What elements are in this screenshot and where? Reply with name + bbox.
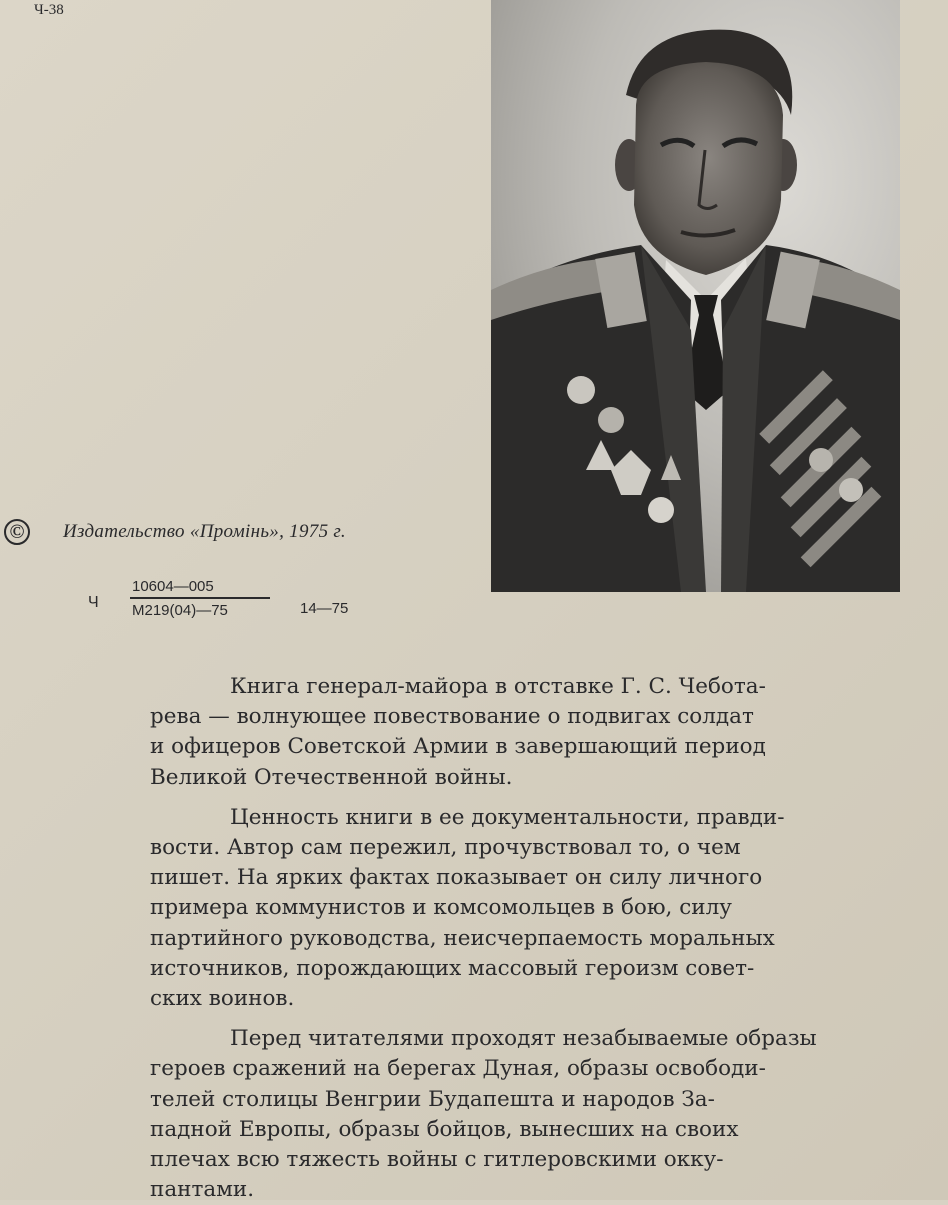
portrait-photo [491,0,900,592]
page-signature-code: Ч-38 [34,2,64,18]
annotation-paragraph-3 [150,1024,920,1205]
text-line: Перед читателями проходят незабываемые образы [230,1026,817,1052]
text-line: падной Европы, образы бойцов, вынесших на своих [150,1116,739,1142]
text-line: партийного руководства, неисчерпаемость моральных [150,925,775,951]
text-line: примера коммунистов и комсомольцев в бою, силу [150,895,732,921]
publisher-text: Издательство «Промінь», 1975 г. [63,521,346,542]
copyright-icon: © [4,519,30,545]
text-line: героев сражений на берегах Дуная, образы освободи- [150,1056,766,1082]
text-line: источников, порождающих массовый героизм совет- [150,955,755,981]
text-line: и офицеров Советской Армии в завершающий период [150,734,766,760]
text-line: плечах всю тяжесть войны с гитлеровскими окку- [150,1147,724,1173]
text-line: вости. Автор сам пережил, прочувствовал то, о чем [150,835,741,861]
portrait-illustration [491,0,900,592]
text-line: пишет. На ярких фактах показывает он силу личного [150,865,763,891]
annotation-text [150,672,920,1205]
catalog-numerator: 10604—005 [132,578,214,595]
text-line: Книга генерал-майора в отставке Г. С. Чебота- [230,674,766,699]
annotation-paragraph-1 [150,672,920,793]
annotation-paragraph-2 [150,803,920,1014]
copyright-line [4,519,346,545]
text-line: телей столицы Венгрии Будапешта и народов За- [150,1086,715,1112]
index-letter: Ч [88,594,99,611]
text-line: рева — волнующее повествование о подвигах солдат [150,704,754,730]
fraction-divider [130,597,270,599]
text-line: Ценность книги в ее документальности, правди- [230,804,785,830]
text-line: Великой Отечественной войны. [150,764,513,790]
catalog-index-fraction [130,578,270,619]
text-line: пантами. [150,1177,255,1203]
text-line: ских воинов. [150,986,295,1012]
catalog-code: 14—75 [300,600,349,617]
catalog-denominator: М219(04)—75 [132,601,228,619]
